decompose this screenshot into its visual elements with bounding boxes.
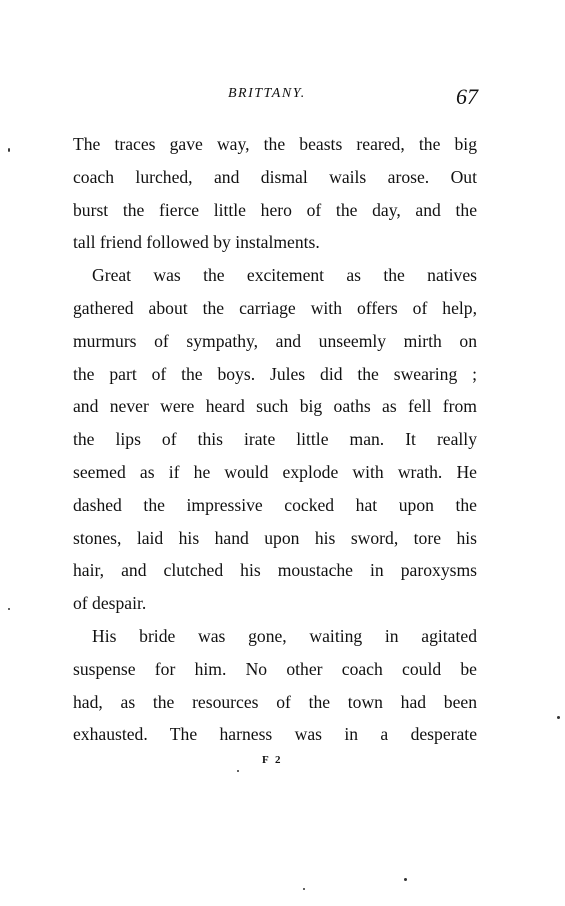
text-line: burst the fierce little hero of the day, and the [73,199,477,220]
running-title: BRITTANY. [228,86,306,101]
text-line: of despair. [73,593,147,614]
text-line: gathered about the carriage with offers of help, [73,297,477,318]
text-line: and never were heard such big oaths as fell from [73,396,477,417]
text-line: seemed as if he would explode with wrath. He [73,461,477,482]
text-line: the part of the boys. Jules did the swearing ; [73,363,477,384]
text-line: suspense for him. No other coach could be [73,658,477,679]
print-speck [303,888,305,890]
text-line: had, as the resources of the town had been [73,691,477,712]
print-speck [8,608,10,610]
page-number: 67 [456,84,478,109]
running-head [0,84,565,108]
print-speck [404,878,407,881]
text-line: His bride was gone, waiting in agitated [92,625,477,646]
text-line: stones, laid his hand upon his sword, tore his [73,527,477,548]
body-text [73,128,477,751]
text-line: exhausted. The harness was in a desperate [73,724,477,745]
print-speck [557,716,560,719]
text-line: hair, and clutched his moustache in paroxysms [73,560,477,581]
text-line: tall friend followed by instalments. [73,232,320,253]
print-speck [8,148,10,152]
signature-mark: F 2 [262,754,283,766]
text-line: the lips of this irate little man. It really [73,429,477,450]
text-line: dashed the impressive cocked hat upon the [73,494,477,515]
text-line: Great was the excitement as the natives [92,265,477,286]
print-speck [237,770,239,772]
text-line: murmurs of sympathy, and unseemly mirth on [73,330,477,351]
text-line: The traces gave way, the beasts reared, the big [73,134,477,154]
text-line: coach lurched, and dismal wails arose. Out [73,166,477,187]
